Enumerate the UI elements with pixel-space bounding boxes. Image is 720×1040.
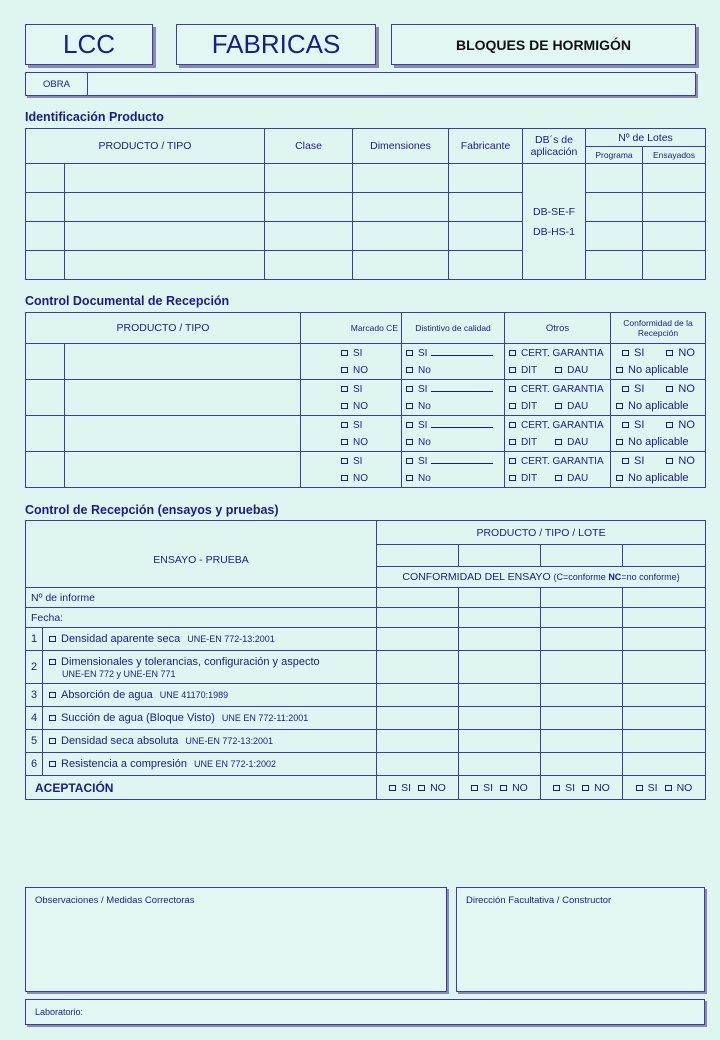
checkbox[interactable]: [389, 785, 396, 791]
col-fabricante: Fabricante: [449, 129, 523, 164]
dist-no-label: No: [418, 472, 431, 484]
doc-col-conformidad: Conformidad de la Recepción: [611, 313, 706, 344]
rec-cell[interactable]: [377, 588, 459, 608]
dit-label: DIT: [521, 472, 538, 484]
id-cell[interactable]: [265, 193, 353, 222]
checkbox[interactable]: [509, 350, 516, 356]
identificacion-title: Identificación Producto: [25, 110, 164, 124]
rec-cell[interactable]: [459, 707, 541, 730]
dist-si-label: SI: [418, 455, 428, 467]
checkbox[interactable]: [406, 403, 413, 409]
ce-si-label: SI: [353, 455, 363, 467]
checkbox[interactable]: [555, 403, 562, 409]
lote-cell[interactable]: [541, 545, 623, 567]
checkbox[interactable]: [582, 785, 589, 791]
test-name: Densidad aparente seca: [61, 633, 181, 645]
distintivo-options: [402, 344, 505, 380]
test-name: Resistencia a compresión: [61, 758, 187, 770]
conf-si-label: SI: [634, 346, 645, 359]
acept-si-label: SI: [647, 781, 658, 794]
checkbox[interactable]: [341, 350, 348, 356]
rec-cell[interactable]: [377, 628, 459, 651]
direccion-box[interactable]: [456, 887, 705, 992]
checkbox[interactable]: [49, 715, 56, 721]
otros-options: [505, 380, 611, 416]
dist-si-label: SI: [418, 347, 428, 359]
conf-no-label: NO: [678, 382, 695, 395]
checkbox[interactable]: [406, 422, 413, 428]
db-sef: DB-SE-F: [533, 205, 575, 218]
checkbox[interactable]: [341, 386, 348, 392]
distintivo-blank[interactable]: [431, 418, 493, 428]
id-cell[interactable]: [586, 164, 643, 193]
lote-cell[interactable]: [623, 545, 706, 567]
col-clase: Clase: [265, 129, 353, 164]
test-name: Dimensionales y tolerancias, configuración y aspecto: [61, 655, 320, 668]
id-cell[interactable]: [265, 222, 353, 251]
distintivo-options: [402, 452, 505, 488]
checkbox[interactable]: [636, 785, 643, 791]
rec-cell[interactable]: [623, 753, 706, 776]
checkbox[interactable]: [509, 403, 516, 409]
acept-no-label: NO: [594, 781, 610, 794]
distintivo-blank[interactable]: [431, 382, 493, 392]
doc-cell[interactable]: [65, 344, 301, 380]
conf-si-label: SI: [634, 454, 645, 467]
conf-si-label: SI: [634, 382, 645, 395]
col-producto-tipo: PRODUCTO / TIPO: [26, 129, 265, 164]
doc-cell[interactable]: [26, 380, 65, 416]
obra-row: [25, 72, 696, 96]
product-title-box: [391, 24, 696, 65]
observaciones-box[interactable]: [25, 887, 447, 992]
checkbox[interactable]: [49, 738, 56, 744]
id-cell[interactable]: [26, 164, 65, 193]
rec-cell[interactable]: [623, 684, 706, 707]
lcc-box: [25, 24, 153, 65]
checkbox[interactable]: [666, 386, 673, 392]
checkbox[interactable]: [406, 439, 413, 445]
checkbox[interactable]: [509, 367, 516, 373]
id-cell[interactable]: [65, 164, 265, 193]
doc-cell[interactable]: [65, 380, 301, 416]
doc-col-marcado: Marcado CE: [301, 313, 402, 344]
laboratorio-box[interactable]: [25, 999, 705, 1025]
id-cell[interactable]: [353, 251, 449, 280]
id-cell[interactable]: [449, 193, 523, 222]
checkbox[interactable]: [341, 403, 348, 409]
test-norm: UNE-EN 772 y UNE-EN 771: [62, 668, 176, 679]
checkbox[interactable]: [616, 403, 623, 409]
rec-cell[interactable]: [541, 730, 623, 753]
checkbox[interactable]: [406, 475, 413, 481]
ce-no-label: NO: [353, 364, 368, 376]
acept-no-label: NO: [430, 781, 446, 794]
informe-label: Nº de informe: [26, 588, 377, 608]
conformidad-options: [611, 452, 706, 488]
rec-cell[interactable]: [459, 608, 541, 628]
checkbox[interactable]: [406, 458, 413, 464]
checkbox[interactable]: [666, 350, 673, 356]
id-cell[interactable]: [586, 193, 643, 222]
distintivo-blank[interactable]: [431, 454, 493, 464]
test-number-label: 6: [30, 758, 38, 770]
rec-cell[interactable]: [541, 608, 623, 628]
rec-cell[interactable]: [377, 684, 459, 707]
id-cell[interactable]: [65, 193, 265, 222]
id-cell[interactable]: [265, 164, 353, 193]
conformidad-header: [377, 567, 706, 588]
obra-label: OBRA: [26, 73, 88, 95]
checkbox[interactable]: [509, 386, 516, 392]
rec-cell[interactable]: [459, 588, 541, 608]
test-name: Absorción de agua: [61, 689, 153, 701]
control-doc-table: [25, 312, 706, 488]
doc-col-producto: PRODUCTO / TIPO: [26, 313, 301, 344]
checkbox[interactable]: [622, 386, 629, 392]
rec-cell[interactable]: [623, 608, 706, 628]
id-cell[interactable]: [586, 222, 643, 251]
id-cell[interactable]: [26, 222, 65, 251]
test-number-label: 2: [30, 661, 38, 673]
test-row: [43, 628, 377, 651]
checkbox[interactable]: [500, 785, 507, 791]
doc-cell[interactable]: [26, 452, 65, 488]
conformidad-note-open: (C=conforme: [553, 572, 609, 582]
doc-col-otros: Otros: [505, 313, 611, 344]
checkbox[interactable]: [622, 458, 629, 464]
rec-cell[interactable]: [541, 753, 623, 776]
rec-cell[interactable]: [623, 628, 706, 651]
dit-label: DIT: [521, 400, 538, 412]
test-row: [43, 707, 377, 730]
checkbox[interactable]: [666, 422, 673, 428]
distintivo-blank[interactable]: [431, 346, 493, 356]
dit-label: DIT: [521, 436, 538, 448]
test-number: [26, 730, 43, 753]
checkbox[interactable]: [341, 439, 348, 445]
checkbox[interactable]: [666, 458, 673, 464]
rec-cell[interactable]: [623, 707, 706, 730]
checkbox[interactable]: [49, 659, 56, 665]
id-cell[interactable]: [26, 193, 65, 222]
marcado-ce-options: [301, 452, 402, 488]
test-number-label: 3: [30, 689, 38, 701]
checkbox[interactable]: [341, 475, 348, 481]
col-dimensiones: Dimensiones: [353, 129, 449, 164]
dist-si-label: SI: [418, 419, 428, 431]
aceptacion-options: [541, 776, 623, 800]
checkbox[interactable]: [616, 367, 623, 373]
dau-label: DAU: [567, 400, 589, 412]
rec-cell[interactable]: [377, 730, 459, 753]
checkbox[interactable]: [616, 439, 623, 445]
test-row: [43, 753, 377, 776]
otros-options: [505, 452, 611, 488]
ce-no-label: NO: [353, 436, 368, 448]
nc-label: NC: [608, 572, 622, 582]
id-cell[interactable]: [65, 251, 265, 280]
test-norm: UNE EN 772-1:2002: [193, 759, 276, 769]
test-row: [43, 684, 377, 707]
checkbox[interactable]: [418, 785, 425, 791]
conformidad-options: [611, 380, 706, 416]
id-cell[interactable]: [643, 193, 706, 222]
control-rec-table: [25, 520, 706, 800]
aceptacion-options: [377, 776, 459, 800]
fecha-label: Fecha:: [26, 608, 377, 628]
conformidad-note-close: =no conforme): [621, 572, 680, 582]
id-cell[interactable]: [26, 251, 65, 280]
checkbox[interactable]: [471, 785, 478, 791]
control-rec-title: Control de Recepción (ensayos y pruebas): [25, 503, 279, 517]
rec-cell[interactable]: [377, 753, 459, 776]
cert-label: CERT. GARANTIA: [521, 347, 604, 359]
aceptacion-options: [623, 776, 706, 800]
rec-cell[interactable]: [541, 588, 623, 608]
cert-label: CERT. GARANTIA: [521, 419, 604, 431]
checkbox[interactable]: [509, 475, 516, 481]
checkbox[interactable]: [555, 439, 562, 445]
rec-cell[interactable]: [377, 707, 459, 730]
rec-cell[interactable]: [541, 684, 623, 707]
ce-si-label: SI: [353, 383, 363, 395]
lote-cell[interactable]: [377, 545, 459, 567]
test-row: [43, 651, 377, 684]
checkbox[interactable]: [553, 785, 560, 791]
conformidad-label: CONFORMIDAD DEL ENSAYO: [402, 571, 551, 583]
id-cell[interactable]: [449, 251, 523, 280]
dau-label: DAU: [567, 364, 589, 376]
dist-no-label: No: [418, 436, 431, 448]
dau-label: DAU: [567, 472, 589, 484]
test-number-label: 5: [30, 735, 38, 747]
test-number: [26, 684, 43, 707]
aceptacion-options: [459, 776, 541, 800]
rec-cell[interactable]: [623, 588, 706, 608]
col-lotes: Nº de Lotes: [586, 129, 706, 147]
test-number: [26, 707, 43, 730]
rec-cell[interactable]: [459, 651, 541, 684]
doc-cell[interactable]: [65, 452, 301, 488]
id-cell[interactable]: [643, 251, 706, 280]
control-doc-title: Control Documental de Recepción: [25, 294, 230, 308]
marcado-ce-options: [301, 416, 402, 452]
test-number: [26, 651, 43, 684]
ce-si-label: SI: [353, 419, 363, 431]
checkbox[interactable]: [616, 475, 623, 481]
checkbox[interactable]: [406, 350, 413, 356]
no-aplicable-label: No aplicable: [628, 363, 689, 376]
id-cell[interactable]: [586, 251, 643, 280]
doc-cell[interactable]: [65, 416, 301, 452]
rec-cell[interactable]: [377, 651, 459, 684]
direccion-label: Dirección Facultativa / Constructor: [466, 895, 612, 906]
acept-no-label: NO: [512, 781, 528, 794]
rec-cell[interactable]: [541, 651, 623, 684]
doc-cell[interactable]: [26, 344, 65, 380]
checkbox[interactable]: [665, 785, 672, 791]
conf-no-label: NO: [678, 454, 695, 467]
db-hs1: DB-HS-1: [532, 225, 575, 238]
marcado-ce-options: [301, 344, 402, 380]
checkbox[interactable]: [406, 367, 413, 373]
doc-cell[interactable]: [26, 416, 65, 452]
acept-no-label: NO: [676, 781, 693, 794]
rec-cell[interactable]: [541, 628, 623, 651]
identificacion-table: [25, 128, 706, 280]
test-norm: UNE-EN 772-13:2001: [185, 736, 273, 746]
id-cell[interactable]: [449, 222, 523, 251]
conf-si-label: SI: [634, 418, 645, 431]
aceptacion-cell: [26, 776, 377, 800]
id-cell[interactable]: [643, 164, 706, 193]
obra-field[interactable]: [88, 73, 695, 95]
observaciones-label: Observaciones / Medidas Correctoras: [35, 895, 195, 906]
lcc-label: LCC: [62, 29, 115, 59]
rec-col-producto-lote: PRODUCTO / TIPO / LOTE: [377, 521, 706, 545]
col-programa: Programa: [586, 147, 643, 164]
product-title: BLOQUES DE HORMIGÓN: [455, 36, 631, 53]
id-cell[interactable]: [353, 193, 449, 222]
otros-options: [505, 416, 611, 452]
no-aplicable-label: No aplicable: [628, 435, 689, 448]
doc-col-distintivo: Distintivo de calidad: [402, 313, 505, 344]
dist-si-label: SI: [418, 383, 428, 395]
no-aplicable-label: No aplicable: [628, 471, 689, 484]
marcado-ce-options: [301, 380, 402, 416]
checkbox[interactable]: [49, 636, 56, 642]
test-name: Densidad seca absoluta: [61, 735, 179, 747]
no-aplicable-label: No aplicable: [628, 399, 689, 412]
dbs-cell: [523, 164, 586, 280]
id-cell[interactable]: [643, 222, 706, 251]
checkbox[interactable]: [341, 458, 348, 464]
conf-no-label: NO: [678, 346, 695, 359]
checkbox[interactable]: [406, 386, 413, 392]
rec-cell[interactable]: [459, 753, 541, 776]
test-number-label: 4: [30, 712, 38, 724]
ce-no-label: NO: [353, 472, 368, 484]
rec-cell[interactable]: [623, 730, 706, 753]
conf-no-label: NO: [678, 418, 695, 431]
checkbox[interactable]: [341, 367, 348, 373]
test-norm: UNE 41170:1989: [159, 690, 229, 700]
test-number-label: 1: [30, 633, 38, 645]
checkbox[interactable]: [509, 458, 516, 464]
dit-label: DIT: [521, 364, 538, 376]
laboratorio-label: Laboratorio:: [35, 1007, 84, 1017]
col-ensayados: Ensayados: [643, 147, 706, 164]
dist-no-label: No: [418, 400, 431, 412]
test-name: Succión de agua (Bloque Visto): [61, 712, 215, 724]
test-norm: UNE-EN 772-13:2001: [187, 634, 275, 644]
id-cell[interactable]: [353, 164, 449, 193]
conformidad-options: [611, 344, 706, 380]
dau-label: DAU: [567, 436, 589, 448]
checkbox[interactable]: [341, 422, 348, 428]
checkbox[interactable]: [49, 692, 56, 698]
test-number: [26, 753, 43, 776]
ce-no-label: NO: [353, 400, 368, 412]
ce-si-label: SI: [353, 347, 363, 359]
rec-cell[interactable]: [541, 707, 623, 730]
checkbox[interactable]: [555, 367, 562, 373]
lote-cell[interactable]: [459, 545, 541, 567]
conformidad-options: [611, 416, 706, 452]
aceptacion-label: ACEPTACIÓN: [35, 780, 114, 795]
distintivo-options: [402, 380, 505, 416]
id-cell[interactable]: [265, 251, 353, 280]
rec-cell[interactable]: [459, 684, 541, 707]
cert-label: CERT. GARANTIA: [521, 455, 604, 467]
id-cell[interactable]: [65, 222, 265, 251]
col-dbs: DB´s de aplicación: [523, 129, 586, 164]
test-norm: UNE EN 772-11:2001: [221, 713, 309, 723]
acept-si-label: SI: [401, 781, 412, 794]
checkbox[interactable]: [509, 439, 516, 445]
rec-cell[interactable]: [459, 628, 541, 651]
fabricas-label: FABRICAS: [211, 29, 341, 59]
id-cell[interactable]: [449, 164, 523, 193]
checkbox[interactable]: [622, 350, 629, 356]
test-number: [26, 628, 43, 651]
otros-options: [505, 344, 611, 380]
rec-col-ensayo: ENSAYO - PRUEBA: [26, 521, 377, 588]
acept-si-label: SI: [483, 781, 494, 794]
checkbox[interactable]: [49, 761, 56, 767]
rec-cell[interactable]: [377, 608, 459, 628]
checkbox[interactable]: [622, 422, 629, 428]
rec-cell[interactable]: [623, 651, 706, 684]
id-cell[interactable]: [353, 222, 449, 251]
cert-label: CERT. GARANTIA: [521, 383, 604, 395]
dist-no-label: No: [418, 364, 431, 376]
test-row: [43, 730, 377, 753]
acept-si-label: SI: [565, 781, 576, 794]
rec-cell[interactable]: [459, 730, 541, 753]
distintivo-options: [402, 416, 505, 452]
checkbox[interactable]: [509, 422, 516, 428]
fabricas-box: [176, 24, 376, 65]
checkbox[interactable]: [555, 475, 562, 481]
